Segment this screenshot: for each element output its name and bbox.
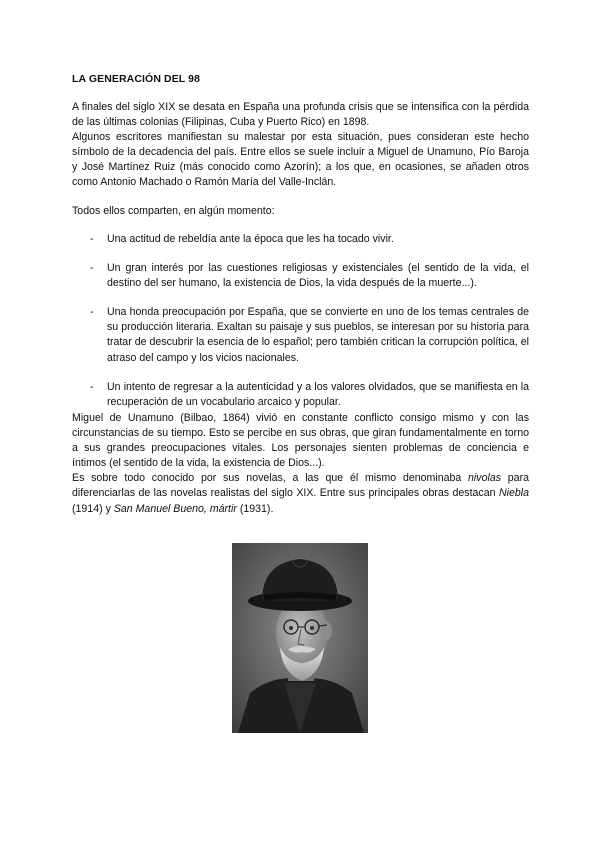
list-item [72, 232, 529, 247]
list-item-text: Una honda preocupación por España, que se convierte en uno de los temas centrales de su producción literaria. Exaltan su paisaje y sus pueblos, se interesan por su historia para tratar de descubrir la esencia de lo español; pero también critican la corrupción política, el atraso del campo y los vicios nacionales. [107, 306, 529, 364]
intro-paragraph: Algunos escritores manifiestan su malestar por esta situación, pues consideran este hecho símbolo de la decadencia del país. Entre ellos se suele incluir a Miguel de Unamuno, Pío Baroja y José Martínez Ruiz (más conocido como Azorín); a los que, en ocasiones, se añaden otros como Antonio Machado o Ramón María del Valle-Inclán. [72, 131, 529, 189]
list-item [72, 261, 529, 291]
characteristics-list [72, 232, 529, 424]
novels-text: Es sobre todo conocido por sus novelas, a las que él mismo denominaba [72, 472, 469, 485]
unamuno-section [72, 411, 529, 517]
work-year: (1931). [236, 502, 274, 515]
intro-section [72, 100, 529, 191]
work-title-san-manuel: San Manuel Bueno, mártir [113, 502, 237, 515]
lead-in-text: Todos ellos comparten, en algún momento: [72, 205, 275, 217]
intro-paragraph: A finales del siglo XIX se desata en España una profunda crisis que se intensifica con la pérdida de las últimas colonias (Filipinas, Cuba y Puerto Rico) en 1898. [72, 101, 529, 129]
portrait-illustration [232, 543, 368, 733]
list-item [72, 380, 529, 410]
bullet-dash: - [90, 233, 94, 245]
list-item [72, 305, 529, 365]
work-title-niebla: Niebla [498, 487, 529, 500]
unamuno-portrait-photo [232, 543, 368, 733]
unamuno-paragraph: Miguel de Unamuno (Bilbao, 1864) vivió en constante conflicto consigo mismo y con las circunstancias de su tiempo. Esto se percibe en sus obras, que giran fundamentalmente en torno a sus grandes preocupaciones vitales. Los personajes sienten problemas de conciencia e íntimos (el sentido de la vida, la existencia de Dios...). [72, 412, 529, 470]
work-year: (1914) y [72, 502, 114, 515]
list-item-text: Un gran interés por las cuestiones religiosas y existenciales (el sentido de la vida, el destino del ser humano, la existencia de Dios, la vida después de la muerte...). [107, 262, 529, 290]
list-item-text: Una actitud de rebeldía ante la época que les ha tocado vivir. [107, 233, 394, 245]
novels-text: para diferenciarlas de las novelas realistas del siglo XIX. Entre sus principales obras destacan [72, 472, 529, 500]
document-title: LA GENERACIÓN DEL 98 [72, 73, 201, 85]
bullet-dash: - [90, 306, 94, 319]
list-item-text: Un intento de regresar a la autenticidad y a los valores olvidados, que se manifiesta en la recuperación de un vocabulario arcaico y popular. [107, 380, 529, 408]
novels-paragraph [72, 471, 529, 516]
bullet-dash: - [90, 262, 94, 275]
bullet-dash: - [90, 380, 94, 393]
nivolas-term: nivolas [468, 472, 502, 485]
